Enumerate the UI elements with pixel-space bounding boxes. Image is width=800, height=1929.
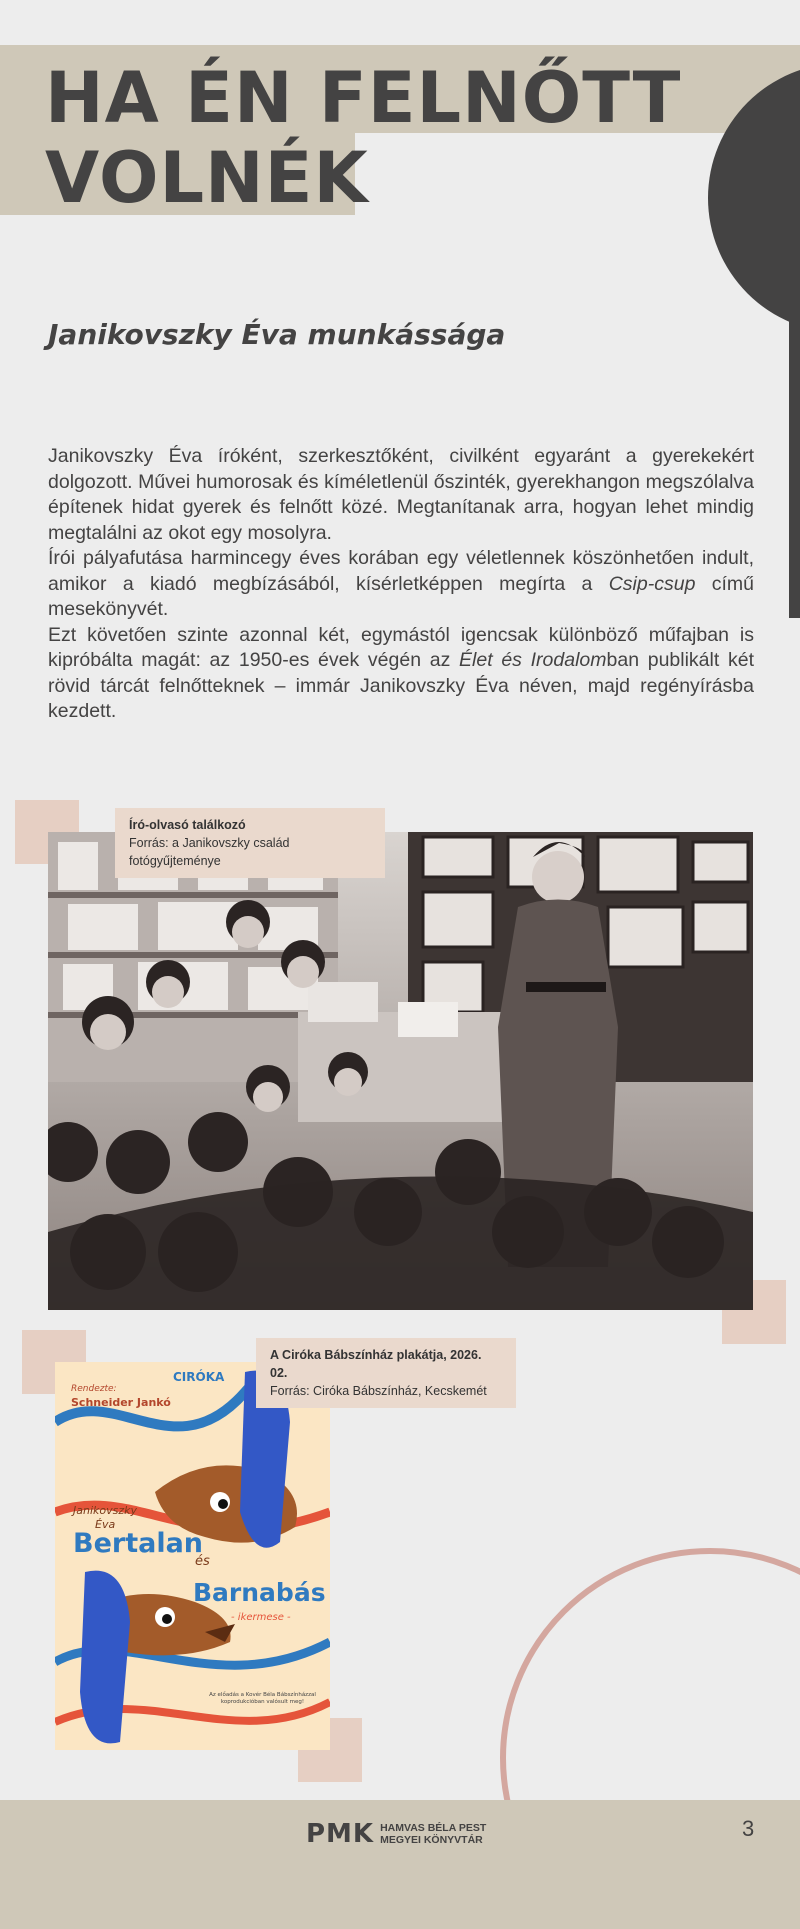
decorative-side-bar bbox=[789, 200, 800, 618]
poster-and: és bbox=[195, 1554, 210, 1569]
poster-tagline: - ikermese - bbox=[231, 1612, 291, 1623]
poster-name-bertalan: Bertalan bbox=[73, 1528, 204, 1559]
reader-meeting-photo bbox=[48, 832, 753, 1310]
poster-director-name: Schneider Jankó bbox=[71, 1396, 171, 1409]
poster-theatre-name: CIRÓKA bbox=[173, 1370, 225, 1384]
paragraph-1: Janikovszky Éva íróként, szerkesztőként, civilként egyaránt a gyerekekért dolgozott. Művei humorosak és kíméletlenül őszinték, gyerekhangon megszólalva építenek hidat gyerek és felnőtt közé. Megtanítanak arra, hogyan lehet mindig megtalálni az okot egy mosolyra. bbox=[48, 445, 754, 544]
page-title-line-2: VOLNÉK bbox=[45, 137, 369, 219]
poster-caption bbox=[256, 1338, 516, 1408]
paragraph-3-text-end: ban publikált két rövid tárcát felnőtteknek – immár Janikovszky Éva néven, majd regényírásba kezdett. bbox=[48, 649, 754, 722]
library-name-line-2: MEGYEI KÖNYVTÁR bbox=[380, 1834, 483, 1846]
poster-author-line2: Éva bbox=[95, 1518, 116, 1531]
paragraph-2-text: Írói pályafutása harmincegy éves korában egy véletlennek köszönhetően indult, amikor a kiadó megbízásából, kísérletképpen megírta a bbox=[48, 547, 754, 595]
page-number: 3 bbox=[742, 1816, 755, 1841]
poster-note: Az előadás a Kovér Béla Bábszínházzal koprodukcióban valósult meg! bbox=[209, 1692, 316, 1705]
section-subtitle: Janikovszky Éva munkássága bbox=[48, 318, 506, 351]
library-logo-mark: PMK bbox=[306, 1819, 375, 1849]
poster-caption-source: Forrás: Ciróka Bábszínház, Kecskemét bbox=[270, 1384, 487, 1398]
theatre-poster bbox=[55, 1362, 330, 1750]
photo-caption-title: Író-olvasó találkozó bbox=[129, 818, 246, 832]
paragraph-2 bbox=[48, 546, 754, 623]
library-logo bbox=[306, 1819, 486, 1849]
body-text bbox=[48, 444, 754, 725]
poster-caption-title: A Ciróka Bábszínház plakátja, 2026. 02. bbox=[270, 1348, 482, 1380]
library-name-line-1: HAMVAS BÉLA PEST bbox=[380, 1822, 487, 1834]
book-title-csip-csup: Csip-csup bbox=[608, 572, 696, 595]
page-title-line-1: HA ÉN FELNŐTT bbox=[45, 57, 682, 139]
photo-caption bbox=[115, 808, 385, 878]
paragraph-2-text-end: című mesekönyvét. bbox=[48, 572, 754, 620]
poster-author-line1: Janikovszky bbox=[73, 1504, 138, 1517]
poster-name-barnabas: Barnabás bbox=[193, 1578, 326, 1607]
paragraph-3-text: Ezt követően szinte azonnal két, egymástól igencsak különböző műfajban is kipróbálta magát: az 1950-es évek végén az bbox=[48, 623, 754, 671]
poster-director-label: Rendezte: bbox=[71, 1384, 117, 1394]
paragraph-3 bbox=[48, 623, 754, 725]
magazine-title: Élet és Irodalom bbox=[459, 649, 607, 671]
library-logo-text bbox=[380, 1822, 486, 1846]
page-title bbox=[45, 58, 765, 218]
photo-caption-source: Forrás: a Janikovszky család fotógyűjteménye bbox=[129, 836, 290, 868]
